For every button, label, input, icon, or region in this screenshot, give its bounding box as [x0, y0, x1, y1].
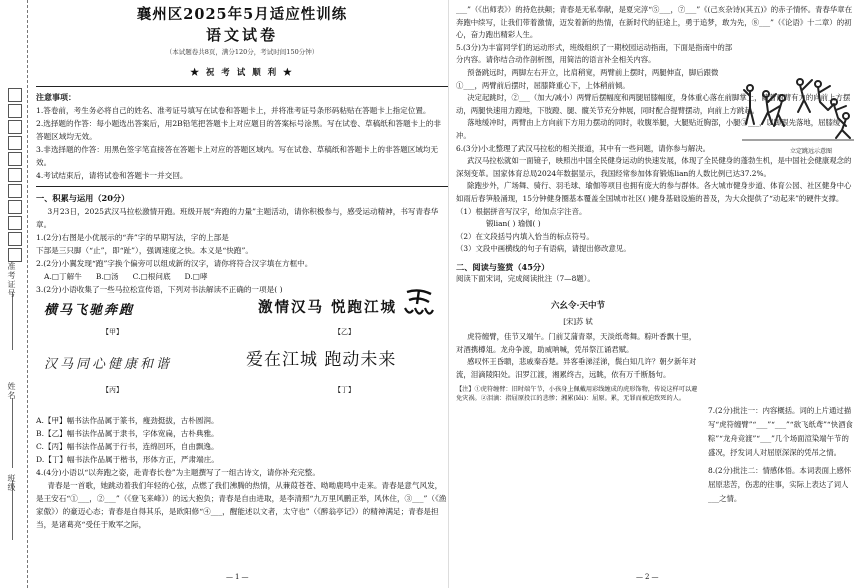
note-item: 1.答卷前，考生务必将自己的姓名、准考证号填写在试卷和答题卡上，并将准考证号条形码粘贴在答题卡上指定位置。	[36, 106, 431, 115]
q6-para-1: 武汉马拉松就如一面镜子，映照出中国全民健身运动的快速发展，体现了全民健身的蓬勃生机，是中国社会健康观念的深刻变革。国家体育总局2024年数据显示，我国经常参加体育锻炼lian的人数比例已达37.2%。	[456, 156, 852, 178]
question-2: 2.(2分)小翼发现“跑”字换个偏旁可以组成新的汉字，请你将符合汉字填在方框中。	[36, 259, 313, 268]
q3-option-b[interactable]: B.【乙】幅书法作品属于隶书，字体宽扁，古朴典雅。	[36, 429, 219, 438]
exam-number-boxes	[8, 88, 22, 264]
long-jump-figure-image	[742, 72, 854, 146]
poem-stanza-2: 感叹怀王昏聩，悲戚秦吞楚。异客垂涕淫涕，鬓白知几许？朝夕新年对流，泪滴陵阳处。汨罗江渡，湘累终古，远眺，依有万千断肠句。	[456, 357, 697, 380]
exam-subtitle: （本试题卷共8页，满分120分，考试时间150分钟）	[165, 48, 319, 56]
q4-continued: ___”（《出师表》）的持危扶颠；青春是无私奉献，是夏完淳“⑤___，⑦___”《(己亥杂诗)(其五)》的赤子情怀。青春华章在奔跑中续写，让我们带着激情，迈发着新的热情，在新时代的征途上，勇于追梦，敢为先，⑧___”（《论语》十二章）的初心，奋力跑出精彩人生。	[456, 5, 853, 40]
question-1-cont: 下部是三只脚（“止”，即“趾”），强调速度之快。本义是“快跑”。	[36, 246, 253, 255]
question-2-options	[36, 270, 448, 283]
exam-subject: 语文试卷	[205, 26, 278, 44]
notes-heading: 注意事项：	[36, 92, 76, 102]
q6-sub-1: （1）根据拼音写汉字，给加点字注音。	[456, 206, 587, 216]
caption-yi: 【乙】	[334, 328, 355, 336]
note-item: 2.选择题的作答：每小题选出答案后，用2B铅笔把答题卡上对应题目的答案标号涂黑。写在试卷、草稿纸和答题卡上的非答题区域均无效。	[36, 119, 441, 141]
question-1: 1.(2分)右图是小优展示的“奔”字的早期写法，字的上部是	[36, 233, 229, 242]
poem-author: [宋]苏 轼	[563, 316, 593, 326]
binding-strip	[0, 0, 32, 588]
q3-option-a[interactable]: A.【甲】幅书法作品属于篆书，瘦劲挺拔，古朴圆润。	[36, 416, 219, 425]
question-5: 5.(3分)为丰富同学们的运动形式，班级组织了一期校园运动指南，下面是指南中的部分内容。请你结合动作剖析图，用简洁的语言补全相关内容。	[456, 42, 733, 65]
poem-title: 六幺令·天中节	[551, 301, 605, 312]
name-label: 姓名	[7, 382, 16, 400]
question-7: 7.(2分)批注一：内容概括。词的上片通过描写“虎符缠臂”“___”“___”“欲飞纸鸢”“快酒食粽”“龙舟竞渡”“___”几个场面渲染端午节的盛况，抒发词人对屈原深深的凭吊之情。	[708, 406, 853, 457]
annotation-questions	[708, 404, 854, 506]
class-label: 班级	[7, 474, 16, 492]
q5-para-1: 预备跳远时，两脚左右开立，比肩稍宽，两臂前上摆时，两腿伸直，脚后跟微①___，两臂前后摆时，屈膝降重心下，上体稍前倾。	[456, 67, 719, 90]
caption-ding: 【丁】	[334, 386, 355, 394]
q6-pinyin-row[interactable]: 锻lian( ) 瑜伽( )	[486, 219, 541, 229]
question-3: 3.(2分)小语收集了一些马拉松宣传语，下列对书法解读不正确的一项是( )	[36, 285, 283, 294]
page-number-1: —1—	[226, 573, 251, 581]
section-intro: 3月23日，2025武汉马拉松激情开跑。班级开展“奔跑的力量”主题活动，请你积极参与，感受运动精神，书写青春华章。	[36, 207, 439, 229]
note-item: 3.非选择题的作答：用黑色签字笔直接答在答题卡上对应的答题区域内。写在试卷、草稿纸和答题卡上的非答题区域均无效。	[36, 145, 439, 167]
calligraphy-yi: 激情汉马 悦跑江城	[258, 300, 398, 316]
option-d[interactable]: D.□哮	[184, 272, 208, 281]
page-1	[36, 0, 448, 588]
q6-para-2: 除跑步外，广场舞、骑行、羽毛球、瑜伽等项目也拥有庞大的参与群体。各大城市健身步道、体育公园、社区健身中心如雨后春笋般涌现，15分钟健身圈基本覆盖全国城市社区( )健身基础设施的普及，为大众提供了“动起来”的硬件支撑。	[456, 181, 852, 203]
caption-bing: 【丙】	[102, 386, 123, 394]
poem-block	[456, 300, 700, 404]
option-a[interactable]: A.□丁解牛	[44, 272, 82, 281]
question-8: 8.(2分)批注二：情感体悟。本词表面上感怀屈原悲苦，伤悲的往事，实际上表达了词人___之情。	[708, 466, 852, 503]
calligraphy-grid	[36, 298, 448, 414]
section-2-intro: 阅读下面宋词，完成阅读批注（7—8题）。	[456, 274, 595, 284]
exam-number-label: 准考证号	[7, 262, 16, 298]
question-6: 6.(3分)小北整理了武汉马拉松的相关报道，其中有一些问题，请你参与解决。	[456, 143, 711, 153]
caption-jia: 【甲】	[102, 328, 123, 336]
calligraphy-jia: 横马飞驰奔跑	[44, 303, 135, 318]
question-4-text: 青春是一首歌，她跳动着我们年轻的心弦，点燃了我们沸腾的热情，从蒹葭苍苍、呦呦鹿鸣中走来。青春是意气风发，是王安石“①___，②___”（《登飞来峰》）的远大抱负；青春是自由进取，是李清照“九万里风鹏正举，风休住，③___”（《渔家傲》）的豪迈心态；青春是自得其乐，是欧阳修“④___，醒能述以文者，太守也”（《醉翁亭记》）的精神满足；青春是担当，是诸葛亮“受任于败军之际，	[36, 481, 447, 529]
section-2-heading: 二、阅读与鉴赏（45分）	[456, 261, 550, 272]
poem-stanza-1: 虎符缠臂，佳节又端午。门前艾蒲青翠，天淡纸鸢舞。粽叶香飘十里，对酒携樽俎。龙舟争渡，助威呐喊，凭吊祭江诵君赋。	[456, 332, 697, 354]
page-2	[456, 0, 854, 588]
exam-title: 襄州区2025年5月适应性训练	[136, 6, 348, 23]
q5-para-2: 决定起跳时，②___（加大/减小）两臂后摆幅度和两腿屈膝幅度，身体重心落在前脚掌上，随着两臂有力的向前上方摆动，两腿快速用力蹬地，下肢蹬、腿、髋关节充分伸展，同时配合提臂摆动，向前上方跳起。	[456, 93, 851, 115]
cut-line	[27, 0, 28, 588]
q3-option-d[interactable]: D.【丁】幅书法作品属于楷书，形体方正，严肃端庄。	[36, 455, 219, 464]
good-luck-banner: ★ 祝 考 试 顺 利 ★	[190, 68, 294, 78]
poem-note: 【注】①虎符缠臂：旧时端午节，小孩身上佩戴用彩线缠成的虎形饰物，传说这样可以避免灾祸。②泪滴：指屈原投江的悲惨；湘累(lěi)：屈原。累，无罪而被迫致死的人。	[456, 385, 698, 403]
q3-option-c[interactable]: C.【丙】幅书法作品属于行书，连绵回环，自由飘逸。	[36, 442, 219, 451]
question-4: 4.(4分)小语以“以奔跑之姿，赴青春长卷”为主题撰写了一组古诗文，请你补充完整。	[36, 468, 320, 477]
calligraphy-bing: 汉马同心健康和谐	[44, 357, 173, 372]
calligraphy-ding: 爱在江城 跑动未来	[246, 350, 397, 370]
q6-sub-2: （2）在文段括号内填入恰当的标点符号。	[456, 231, 594, 241]
note-item: 4.考试结束后，请将试卷和答题卡一并交回。	[36, 171, 188, 180]
section-1-heading: 一、积累与运用（20分）	[36, 193, 130, 203]
option-b[interactable]: B.□汤	[95, 272, 119, 281]
page-number-2: —2—	[636, 573, 661, 582]
q6-sub-3: （3）文段中画横线的句子有语病，请提出修改意见。	[456, 244, 631, 254]
option-c[interactable]: C.□根问底	[132, 272, 171, 281]
figure-caption: 立定跳远示意图	[789, 148, 832, 155]
q5-para-3: 落地缓冲时，两臂由上方向前下方用力摆动的同时，收腹举腿，大腿贴近胸部，小腿③___，以脚跟先落地，屈膝缓冲。	[456, 118, 841, 140]
